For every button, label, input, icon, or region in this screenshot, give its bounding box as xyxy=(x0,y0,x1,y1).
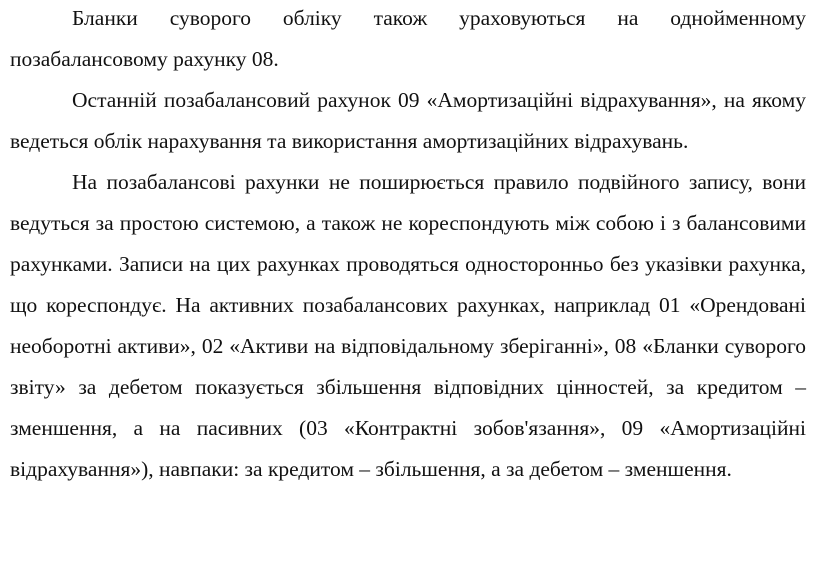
paragraph-3: На позабалансові рахунки не поширюється правило подвійного запису, вони ведуться за простою системою, а також не кореспондують між собою і з балансовими рахунками. Записи на цих рахунках проводяться односторонньо без указівки рахунка, що кореспондує. На активних позабалансових рахунках, наприклад 01 «Орендовані необоротні активи», 02 «Активи на відповідальному зберіганні», 08 «Бланки суворого звіту» за дебетом показується збільшення відповідних цінностей, за кредитом – зменшення, а на пасивних (03 «Контрактні зобов'язання», 09 «Амортизаційні відрахування»), навпаки: за кредитом – збільшення, а за дебетом – зменшення. xyxy=(10,170,806,481)
document-page xyxy=(10,0,806,490)
paragraph-2: Останній позабалансовий рахунок 09 «Амортизаційні відрахування», на якому ведеться облік нарахування та використання амортизаційних відрахувань. xyxy=(10,88,806,153)
paragraph-1: Бланки суворого обліку також ураховуються на однойменному позабалансовому рахунку 08. xyxy=(10,6,806,71)
